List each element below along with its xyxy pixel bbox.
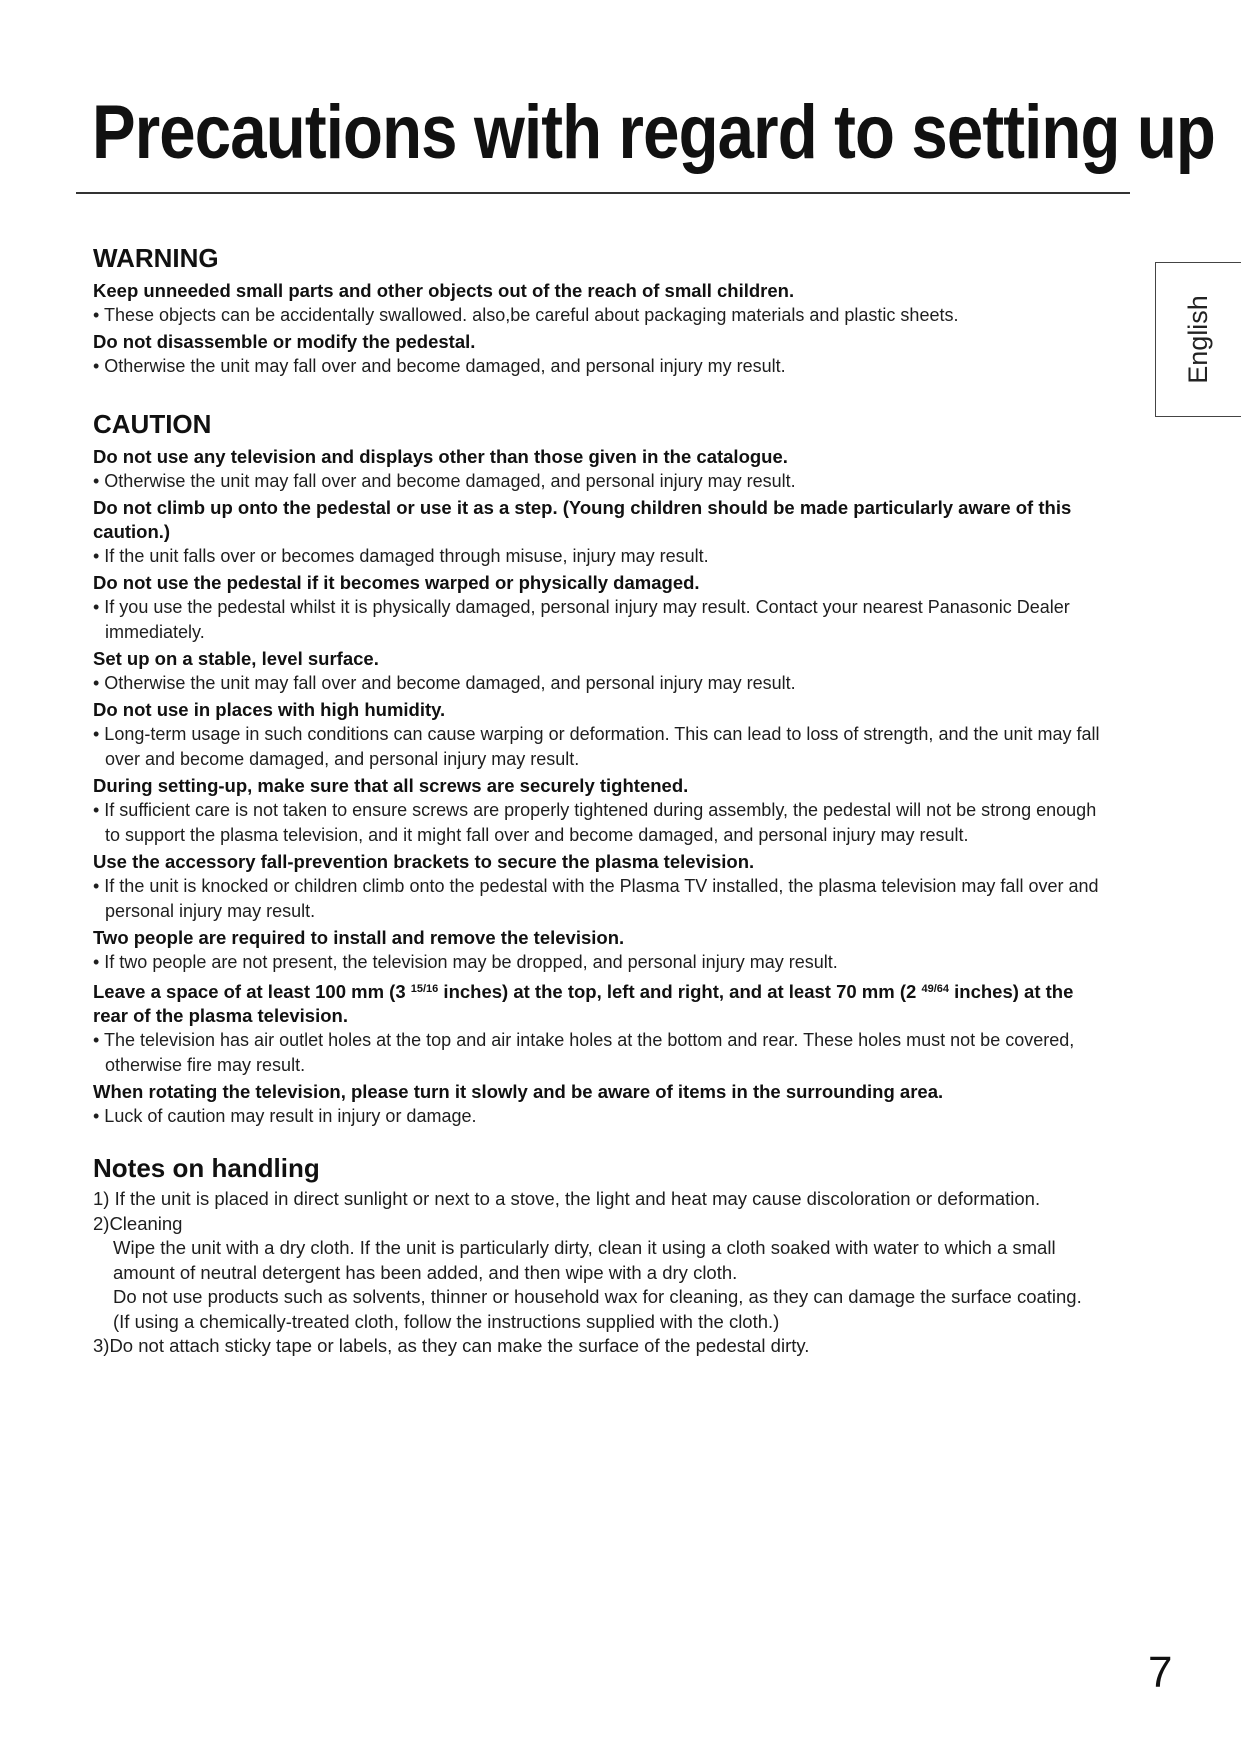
note-line: Wipe the unit with a dry cloth. If the unit is particularly dirty, clean it using a cloth soaked with water to which a small amount of neutral detergent has been added, and then wipe with a dry cloth. [113, 1237, 1056, 1283]
caution-item-heading: During setting-up, make sure that all screws are securely tightened. [93, 775, 689, 796]
caution-item-heading: Use the accessory fall-prevention brackets to secure the plasma television. [93, 851, 755, 872]
caution-bullet: • Otherwise the unit may fall over and become damaged, and personal injury may result. [93, 471, 796, 491]
caution-item-heading-clearance [93, 977, 1103, 1028]
note-line: 3)Do not attach sticky tape or labels, as they can make the surface of the pedestal dirty. [93, 1335, 810, 1356]
language-tab [1155, 262, 1241, 417]
caution-item-heading: Do not use the pedestal if it becomes warped or physically damaged. [93, 572, 700, 593]
caution-item-heading: Do not climb up onto the pedestal or use it as a step. (Young children should be made particularly aware of this caution.) [93, 497, 1072, 542]
warning-bullet: • Otherwise the unit may fall over and become damaged, and personal injury my result. [93, 356, 786, 376]
caution-bullet: • If the unit is knocked or children climb onto the pedestal with the Plasma TV installed, the plasma television may fall over and personal injury may result. [93, 876, 1099, 921]
clearance-text-2: inches) at the top, left and right, and at least 70 mm (2 [438, 981, 922, 1002]
caution-heading: CAUTION [93, 409, 212, 439]
caution-bullet: • If two people are not present, the television may be dropped, and personal injury may result. [93, 952, 838, 972]
clearance-text-1: Leave a space of at least 100 mm (3 [93, 981, 411, 1002]
caution-bullet: • Otherwise the unit may fall over and become damaged, and personal injury may result. [93, 673, 796, 693]
language-tab-label: English [1183, 295, 1213, 384]
fraction-15-16: 15/16 [410, 983, 439, 995]
caution-item-heading: Do not use in places with high humidity. [93, 699, 446, 720]
warning-item-heading: Keep unneeded small parts and other objects out of the reach of small children. [93, 280, 795, 301]
caution-bullet: • If you use the pedestal whilst it is physically damaged, personal injury may result. Contact your nearest Panasonic Dealer immediately. [93, 597, 1070, 642]
caution-item-heading: When rotating the television, please turn it slowly and be aware of items in the surrounding area. [93, 1081, 944, 1102]
caution-section [93, 409, 1103, 1129]
warning-bullet: • These objects can be accidentally swallowed. also,be careful about packaging materials and plastic sheets. [93, 305, 959, 325]
caution-bullet: • Luck of caution may result in injury or damage. [93, 1106, 477, 1126]
warning-heading: WARNING [93, 243, 219, 273]
caution-item-heading: Set up on a stable, level surface. [93, 648, 379, 669]
caution-bullet: • If the unit falls over or becomes damaged through misuse, injury may result. [93, 546, 709, 566]
main-content [93, 243, 1103, 1359]
note-line: (If using a chemically-treated cloth, follow the instructions supplied with the cloth.) [113, 1310, 780, 1332]
page-title: Precautions with regard to setting up [92, 90, 1215, 175]
caution-item-heading: Two people are required to install and remove the television. [93, 927, 625, 948]
caution-bullet: • If sufficient care is not taken to ensure screws are properly tightened during assembly, the pedestal will not be strong enough to support the plasma television, and it might fall over and become damaged, and personal injury may result. [93, 800, 1097, 845]
note-line: 2)Cleaning [93, 1212, 183, 1234]
notes-heading: Notes on handling [93, 1153, 320, 1183]
title-rule [76, 192, 1130, 194]
notes-section [93, 1153, 1103, 1359]
caution-bullet: • The television has air outlet holes at the top and air intake holes at the bottom and rear. These holes must not be covered, otherwise fire may result. [93, 1030, 1075, 1075]
caution-bullet: • Long-term usage in such conditions can cause warping or deformation. This can lead to loss of strength, and the unit may fall over and become damaged, and personal injury may result. [93, 724, 1100, 769]
caution-item-heading: Do not use any television and displays other than those given in the catalogue. [93, 446, 788, 467]
note-line: 1) If the unit is placed in direct sunlight or next to a stove, the light and heat may cause discoloration or deformation. [93, 1188, 1041, 1209]
warning-section [93, 243, 1103, 379]
warning-item-heading: Do not disassemble or modify the pedestal. [93, 331, 476, 352]
fraction-49-64: 49/64 [921, 983, 949, 995]
clearance-text-3: inches) at the rear of the plasma television. [93, 981, 1074, 1026]
page-number: 7 [1148, 1648, 1173, 1697]
note-line: Do not use products such as solvents, thinner or household wax for cleaning, as they can damage the surface coating. [113, 1286, 1082, 1307]
